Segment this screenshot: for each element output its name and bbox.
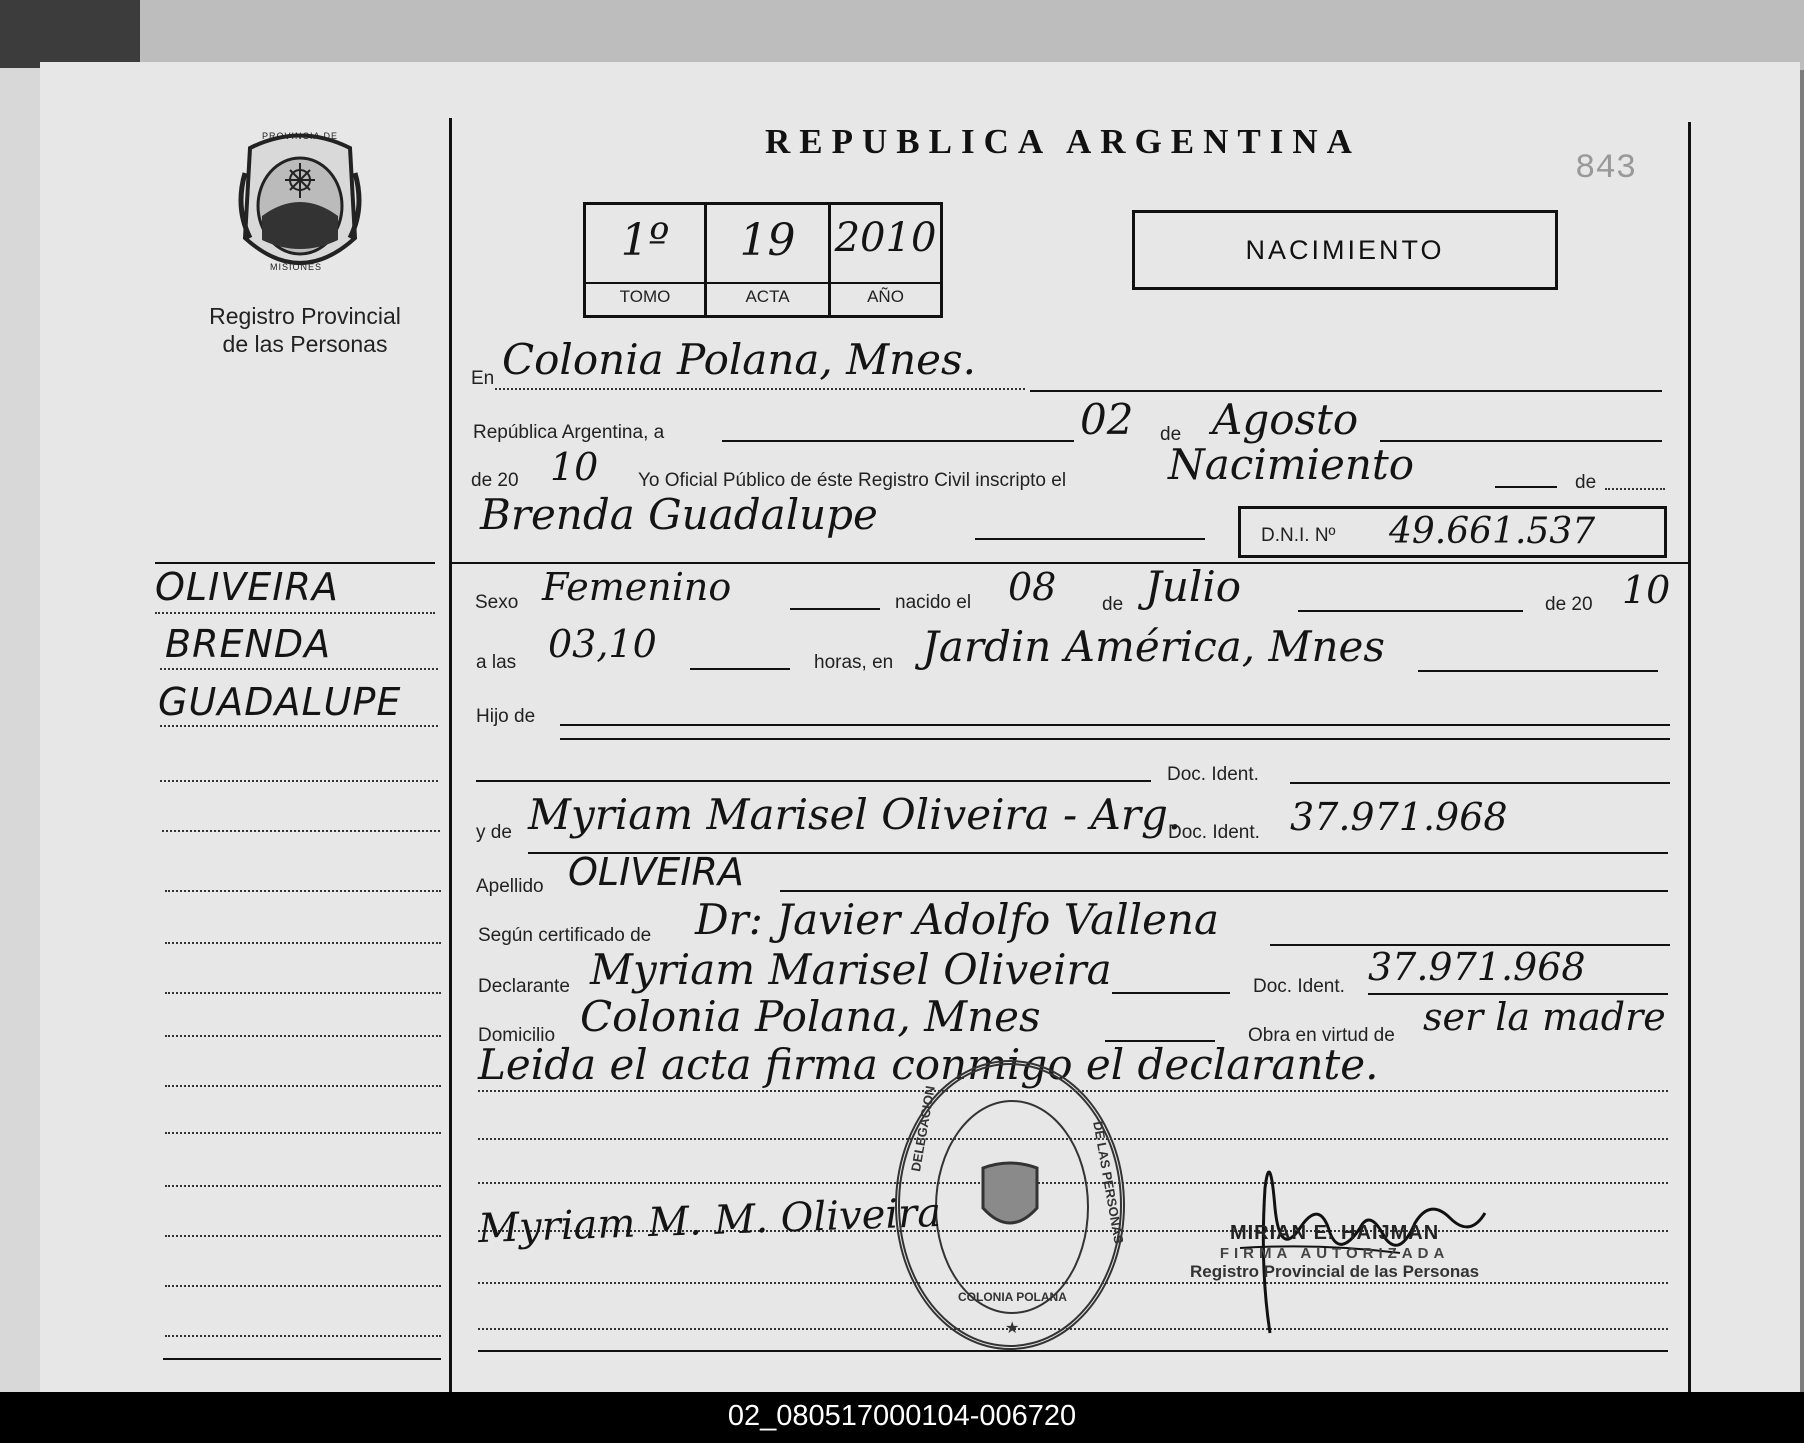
form-bottom-line [478,1350,1668,1352]
seal-text-top: PROVINCIA DE [262,131,339,141]
en-underline [1030,390,1662,392]
page-top-edge [140,0,1804,70]
left-line [165,1085,441,1087]
de-label2: de [1575,472,1597,493]
de2010-label: de 20 [1545,594,1593,615]
yde-label: y de [476,822,512,843]
dni-box [1238,506,1667,558]
en-dotline [495,388,1025,390]
hijo-underline2 [560,738,1670,740]
birth-month: Julio [1145,562,1242,611]
left-line [160,780,438,782]
en-label: En [471,368,495,389]
stamp-text-left: DELEGACION [908,1084,938,1173]
nacido-label: nacido el [895,592,972,613]
left-col-top-line [155,562,435,564]
sexo-underline [790,608,880,610]
birth-year: 10 [1622,568,1671,612]
anio-label: AÑO [867,287,904,306]
child-name: Brenda Guadalupe [480,490,878,539]
birth-time-underline [690,668,790,670]
republica-label: República Argentina, a [473,422,665,443]
anio-value: 2010 [834,215,937,261]
official-office: Registro Provincial de las Personas [1190,1262,1480,1281]
alas-label: a las [476,652,517,673]
mother-doc: 37.971.968 [1290,795,1508,839]
left-surname: OLIVEIRA [155,565,339,609]
anio-cell [831,205,940,315]
en-value: Colonia Polana, Mnes. [502,335,976,384]
birth-place: Jardin América, Mnes [922,622,1385,671]
declarant-signature: Myriam M. M. Oliveira [477,1189,942,1253]
acta-label: ACTA [745,287,790,306]
section-divider [449,562,1689,564]
apellido-label: Apellido [476,876,544,897]
oficial-label: Yo Oficial Público de éste Registro Civil inscripto el [638,470,1067,491]
apellido-value: OLIVEIRA [568,850,744,894]
record-type-box: NACIMIENTO [1132,210,1558,290]
de20-label: de 20 [471,470,519,491]
doc-ident-label2: Doc. Ident. [1168,822,1260,843]
left-line [155,612,435,614]
binder-edge [0,0,140,70]
declarante-underline [1112,992,1230,994]
stamp-shield-icon [975,1158,1045,1238]
left-line [165,1185,441,1187]
doc-ident-label: Doc. Ident. [1167,764,1259,785]
left-line [165,1235,441,1237]
seal-text-bottom: MISIONES [270,262,323,272]
hijo-underline [560,724,1670,726]
de-label: de [1160,424,1182,445]
tomo-value: 1º [620,215,670,266]
form-right-border [1688,122,1691,1392]
month-value: Agosto [1212,395,1359,444]
page-title: REPUBLICA ARGENTINA [765,122,1361,161]
left-line [165,992,441,994]
signer-block [1190,1222,1479,1282]
left-line [165,1132,441,1134]
apellido-underline [780,890,1668,892]
event-value: Nacimiento [1168,440,1415,489]
obra-label: Obra en virtud de [1248,1025,1395,1046]
domicilio-label: Domicilio [478,1025,556,1046]
acta-value: 19 [739,215,796,266]
certificado-value: Dr: Javier Adolfo Vallena [695,895,1220,944]
event-underline [1495,486,1557,488]
corner-number: 843 [1575,150,1637,188]
month-underline [1380,440,1662,442]
form-left-border [449,118,452,1392]
certificado-label: Según certificado de [478,925,652,946]
de-label3: de [1102,594,1124,615]
provincial-seal-icon [230,128,370,283]
dni-value: 49.661.537 [1389,511,1596,552]
father-line [476,780,1151,782]
dni-label: D.N.I. Nº [1261,525,1336,546]
acta-cell [707,205,831,315]
left-line [165,890,441,892]
reference-divider [586,282,940,284]
birth-time: 03,10 [548,622,657,666]
registry-name [175,302,435,358]
document-code: 02_080517000104-006720 [727,1400,1077,1432]
left-col-bottom-line [163,1358,441,1360]
sexo-label: Sexo [475,592,519,613]
obra-value: ser la madre [1423,995,1666,1039]
left-line [162,830,440,832]
declarante-doc: 37.971.968 [1368,945,1586,989]
stamp-star-icon: ★ [1005,1320,1020,1337]
tomo-cell [586,205,707,315]
de-dotline [1605,488,1665,490]
mother-name: Myriam Marisel Oliveira - Arg. [528,790,1182,839]
birth-day: 08 [1008,565,1057,609]
day-underline [722,440,1074,442]
horas-label: horas, en [814,652,894,673]
registry-name-line1: Registro Provincial [209,303,401,329]
official-role: FIRMA AUTORIZADA [1219,1245,1450,1262]
closing-text: Leida el acta firma conmigo el declarante. [478,1040,1379,1089]
reference-box [583,202,943,318]
stamp-text-right: DE LAS PERSONAS [1090,1120,1127,1245]
year-value: 10 [550,445,599,489]
registry-name-line2: de las Personas [222,331,388,357]
left-line [160,725,438,727]
left-line [165,1285,441,1287]
birth-place-underline [1418,670,1658,672]
sexo-value: Femenino [542,565,732,609]
left-first-name: BRENDA [165,622,332,666]
child-name-underline [975,538,1205,540]
official-name: MIRIAN E. HAIJMAN [1229,1222,1440,1244]
hijo-label: Hijo de [476,706,536,727]
stamp-text-bottom: COLONIA POLANA [958,1290,1067,1304]
day-value: 02 [1080,395,1134,444]
left-line [165,942,441,944]
doc-ident-label3: Doc. Ident. [1253,976,1345,997]
left-line [165,1335,441,1337]
tomo-label: TOMO [619,287,671,306]
declarante-value: Myriam Marisel Oliveira [590,945,1112,994]
left-line [165,1035,441,1037]
declarante-label: Declarante [478,976,570,997]
left-second-name: GUADALUPE [158,680,402,724]
left-line [160,668,438,670]
father-doc-underline [1290,782,1670,784]
domicilio-value: Colonia Polana, Mnes [580,992,1041,1041]
birth-month-underline [1298,610,1523,612]
